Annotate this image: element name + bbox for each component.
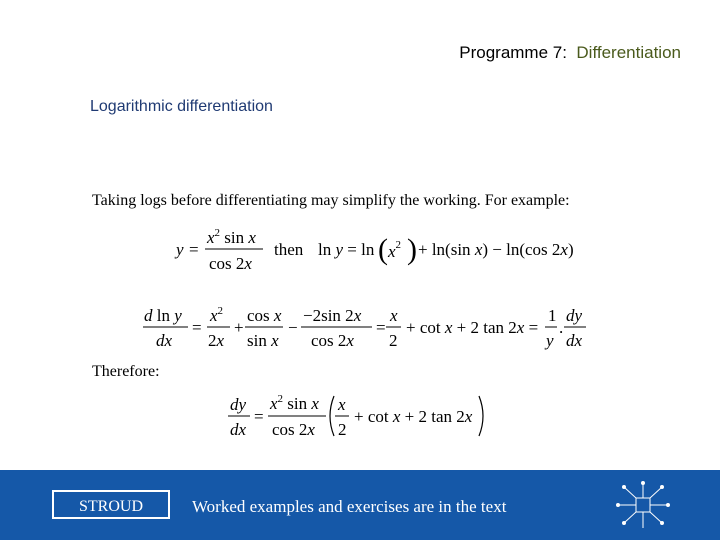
svg-text:1: 1 [548, 306, 557, 325]
section-title: Logarithmic differentiation [90, 98, 273, 115]
svg-text:dy: dy [230, 395, 247, 414]
svg-text:dx: dx [230, 420, 247, 439]
svg-text:+ cot x + 2 tan 2x =: + cot x + 2 tan 2x = [406, 318, 539, 337]
svg-text:(: ( [378, 233, 388, 266]
footer-bar [0, 470, 720, 540]
svg-text:dx: dx [156, 331, 173, 350]
svg-text:cos x: cos x [247, 306, 282, 325]
svg-text:cos 2x: cos 2x [272, 420, 315, 439]
svg-text:then: then [274, 240, 304, 259]
svg-text:x: x [338, 395, 346, 414]
svg-text:ln y = ln: ln y = ln [318, 240, 375, 259]
equation-logs [172, 224, 602, 274]
svg-text:−: − [288, 318, 298, 337]
svg-text:.: . [559, 318, 564, 337]
therefore-text: Therefore: [92, 363, 160, 380]
svg-text:=: = [254, 407, 264, 426]
equation-result [226, 390, 496, 442]
sun-logo-icon [614, 481, 672, 531]
equation-derivative [140, 301, 600, 353]
footer-note: Worked examples and exercises are in the text [192, 497, 507, 516]
svg-text:x2: $x^2$ [388, 239, 402, 261]
programme-label: Programme 7: [459, 43, 567, 62]
svg-text:2: 2 [338, 420, 347, 439]
svg-text:cos 2x: cos 2x [209, 254, 252, 273]
svg-text:x2: $x^2$ [210, 305, 224, 325]
svg-text:d ln y: d ln y [144, 306, 182, 325]
svg-text:=: = [376, 318, 386, 337]
svg-text:x: x [390, 306, 398, 325]
svg-text:x2 sin x: $x^2$ sin x [207, 227, 256, 247]
slide-header [0, 43, 681, 63]
svg-text:+: + [234, 318, 244, 337]
svg-text:+ ln(sin x) − ln(cos 2x): + ln(sin x) − ln(cos 2x) [418, 240, 574, 259]
svg-text:): ) [407, 233, 417, 266]
svg-text:y: y [546, 331, 554, 350]
svg-text:dx: dx [566, 331, 583, 350]
svg-text:2: 2 [389, 331, 398, 350]
svg-text:2x: 2x [208, 331, 225, 350]
svg-text:x2 sin x: $x^2$ sin x [270, 393, 319, 413]
svg-text:cos 2x: cos 2x [311, 331, 354, 350]
svg-text:dy: dy [566, 306, 583, 325]
svg-text:=: = [192, 318, 202, 337]
svg-text:−2sin 2x: −2sin 2x [303, 306, 362, 325]
svg-text:y: y [176, 240, 184, 259]
svg-text:sin x: sin x [247, 331, 279, 350]
stroud-button[interactable]: STROUD [52, 490, 170, 519]
programme-topic: Differentiation [576, 43, 681, 62]
intro-text: Taking logs before differentiating may simplify the working. For example: [92, 192, 570, 209]
svg-text:=: = [189, 240, 199, 259]
svg-text:+ cot x + 2 tan 2x: + cot x + 2 tan 2x [354, 407, 473, 426]
